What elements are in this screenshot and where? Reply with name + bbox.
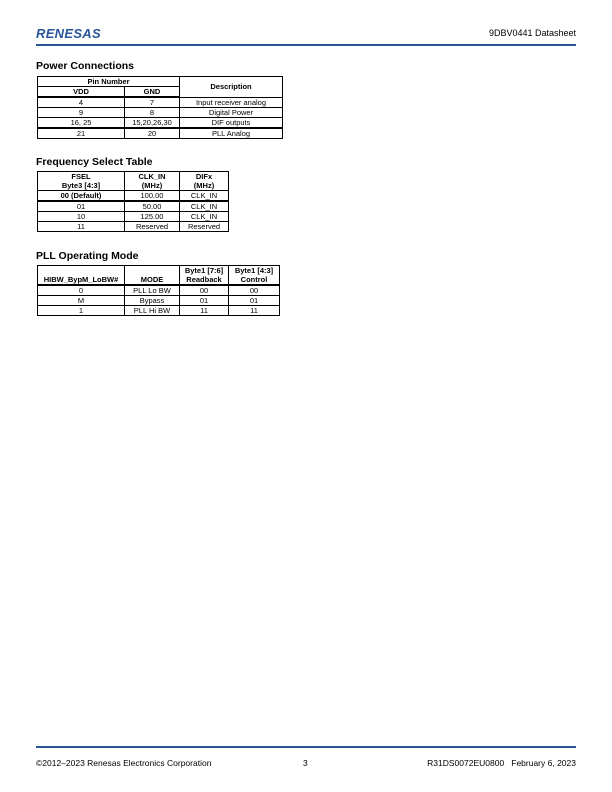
- table-cell: Reserved: [125, 222, 180, 232]
- table-row: [38, 118, 283, 129]
- table-cell: 21: [38, 128, 125, 139]
- fsel-header: FSEL Byte3 [4:3]: [38, 172, 125, 191]
- table-row: [38, 212, 229, 222]
- power-connections-heading: Power Connections: [36, 60, 135, 72]
- hibw-header: HIBW_BypM_LoBW#: [38, 266, 125, 286]
- table-cell: 11: [38, 222, 125, 232]
- table-cell: 15,20,26,30: [125, 118, 180, 129]
- table-cell: 4: [38, 97, 125, 108]
- table-cell: Bypass: [125, 296, 180, 306]
- table-row: [38, 97, 283, 108]
- table-cell: 00: [180, 285, 229, 296]
- frequency-select-heading: Frequency Select Table: [36, 156, 153, 168]
- mode-header: MODE: [125, 266, 180, 286]
- vdd-header: VDD: [38, 87, 125, 98]
- renesas-logo: RENESAS: [36, 26, 101, 41]
- table-cell: 50.00: [125, 201, 180, 212]
- clk-in-header: CLK_IN (MHz): [125, 172, 180, 191]
- table-cell: 100.00: [125, 191, 180, 202]
- table-cell: 7: [125, 97, 180, 108]
- table-cell: 8: [125, 108, 180, 118]
- table-cell: CLK_IN: [180, 191, 229, 202]
- table-row: [38, 222, 229, 232]
- table-cell: 9: [38, 108, 125, 118]
- table-cell: Input receiver analog: [180, 97, 283, 108]
- table-cell: 11: [229, 306, 280, 316]
- document-id-date: R31DS0072EU0800 February 6, 2023: [427, 758, 576, 768]
- table-cell: 00 (Default): [38, 191, 125, 202]
- table-cell: 11: [180, 306, 229, 316]
- table-row: [38, 296, 280, 306]
- table-row: [38, 306, 280, 316]
- control-header: Byte1 [4:3] Control: [229, 266, 280, 286]
- header-divider: [36, 44, 576, 46]
- power-connections-table: [37, 76, 283, 139]
- description-header: Description: [180, 77, 283, 98]
- table-cell: 125.00: [125, 212, 180, 222]
- table-row: [38, 128, 283, 139]
- table-cell: 01: [180, 296, 229, 306]
- table-cell: M: [38, 296, 125, 306]
- table-row: [38, 108, 283, 118]
- footer-divider: [36, 746, 576, 748]
- table-cell: CLK_IN: [180, 201, 229, 212]
- table-row: [38, 285, 280, 296]
- gnd-header: GND: [125, 87, 180, 98]
- pll-operating-mode-heading: PLL Operating Mode: [36, 250, 139, 262]
- table-cell: 16, 25: [38, 118, 125, 129]
- table-cell: 01: [229, 296, 280, 306]
- document-title: 9DBV0441 Datasheet: [488, 28, 576, 38]
- pll-operating-mode-table: [37, 265, 280, 316]
- frequency-select-table: [37, 171, 229, 232]
- table-cell: CLK_IN: [180, 212, 229, 222]
- table-cell: PLL Hi BW: [125, 306, 180, 316]
- table-cell: PLL Lo BW: [125, 285, 180, 296]
- table-cell: Digital Power: [180, 108, 283, 118]
- table-cell: 10: [38, 212, 125, 222]
- table-cell: DIF outputs: [180, 118, 283, 129]
- table-cell: 1: [38, 306, 125, 316]
- table-row: [38, 191, 229, 202]
- table-cell: 01: [38, 201, 125, 212]
- page-number: 3: [303, 758, 308, 768]
- difx-header: DIFx (MHz): [180, 172, 229, 191]
- table-cell: Reserved: [180, 222, 229, 232]
- table-cell: 0: [38, 285, 125, 296]
- readback-header: Byte1 [7:6] Readback: [180, 266, 229, 286]
- table-row: [38, 201, 229, 212]
- pin-number-header: Pin Number: [38, 77, 180, 87]
- copyright-text: ©2012–2023 Renesas Electronics Corporation: [36, 758, 212, 768]
- table-cell: PLL Analog: [180, 128, 283, 139]
- table-cell: 00: [229, 285, 280, 296]
- table-cell: 20: [125, 128, 180, 139]
